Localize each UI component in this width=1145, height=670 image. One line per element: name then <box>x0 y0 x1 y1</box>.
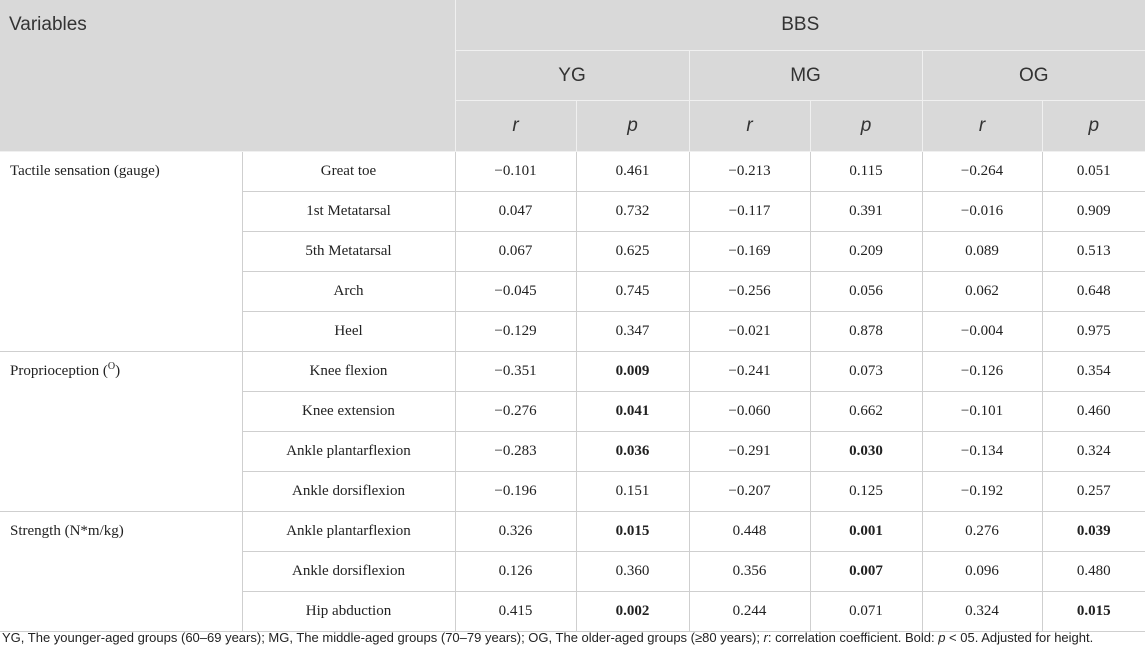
cell-yg-p: 0.036 <box>576 432 689 472</box>
footnote-p: p <box>938 630 946 645</box>
cell-yg-p: 0.360 <box>576 552 689 592</box>
cell-mg-r: 0.356 <box>689 552 810 592</box>
bbs-header: BBS <box>455 0 1145 51</box>
cell-mg-r: −0.207 <box>689 472 810 512</box>
table-footnote <box>2 628 1140 647</box>
cell-mg-r: −0.117 <box>689 192 810 232</box>
cell-og-r: −0.016 <box>922 192 1042 232</box>
cell-yg-p: 0.002 <box>576 592 689 632</box>
cell-yg-p: 0.151 <box>576 472 689 512</box>
row-label: 1st Metatarsal <box>242 192 455 232</box>
cell-mg-r: −0.060 <box>689 392 810 432</box>
row-label: Ankle dorsiflexion <box>242 552 455 592</box>
group-header-og: OG <box>922 51 1145 101</box>
table-row <box>0 512 1145 552</box>
cell-mg-r: 0.244 <box>689 592 810 632</box>
row-label: Knee extension <box>242 392 455 432</box>
degree-superscript: O <box>107 361 116 372</box>
cell-yg-p: 0.041 <box>576 392 689 432</box>
category-label-suffix: ) <box>115 363 121 379</box>
cell-mg-p: 0.115 <box>810 152 922 192</box>
cell-og-p: 0.257 <box>1042 472 1145 512</box>
footnote-text: YG, The younger-aged groups (60–69 years); MG, The middle-aged groups (70–79 years); OG, The older-aged groups (≥80 years); <box>2 630 764 645</box>
cell-mg-p: 0.056 <box>810 272 922 312</box>
cell-yg-r: 0.326 <box>455 512 576 552</box>
cell-og-p: 0.324 <box>1042 432 1145 472</box>
row-label: Ankle plantarflexion <box>242 432 455 472</box>
row-label: 5th Metatarsal <box>242 232 455 272</box>
cell-og-r: −0.004 <box>922 312 1042 352</box>
cell-mg-p: 0.878 <box>810 312 922 352</box>
cell-yg-r: −0.129 <box>455 312 576 352</box>
cell-mg-p: 0.209 <box>810 232 922 272</box>
cell-yg-p: 0.347 <box>576 312 689 352</box>
footnote-text-2: : correlation coefficient. Bold: <box>767 630 939 645</box>
cell-mg-r: −0.241 <box>689 352 810 392</box>
cell-og-p: 0.015 <box>1042 592 1145 632</box>
table-row <box>0 152 1145 192</box>
cell-og-r: 0.324 <box>922 592 1042 632</box>
r-header-yg: r <box>455 101 576 152</box>
cell-og-p: 0.354 <box>1042 352 1145 392</box>
cell-og-p: 0.909 <box>1042 192 1145 232</box>
cell-yg-p: 0.745 <box>576 272 689 312</box>
row-label: Heel <box>242 312 455 352</box>
cell-yg-r: −0.276 <box>455 392 576 432</box>
cell-yg-r: 0.415 <box>455 592 576 632</box>
cell-yg-r: 0.126 <box>455 552 576 592</box>
row-label: Great toe <box>242 152 455 192</box>
cell-mg-r: −0.256 <box>689 272 810 312</box>
cell-og-r: −0.134 <box>922 432 1042 472</box>
cell-og-p: 0.039 <box>1042 512 1145 552</box>
row-label: Hip abduction <box>242 592 455 632</box>
category-strength: Strength (N*m/kg) <box>0 512 242 632</box>
cell-yg-r: −0.351 <box>455 352 576 392</box>
cell-og-p: 0.051 <box>1042 152 1145 192</box>
cell-mg-r: −0.291 <box>689 432 810 472</box>
cell-og-p: 0.513 <box>1042 232 1145 272</box>
cell-yg-p: 0.625 <box>576 232 689 272</box>
cell-mg-p: 0.125 <box>810 472 922 512</box>
cell-og-r: −0.192 <box>922 472 1042 512</box>
cell-yg-r: 0.047 <box>455 192 576 232</box>
cell-mg-p: 0.007 <box>810 552 922 592</box>
cell-og-r: 0.089 <box>922 232 1042 272</box>
table-body <box>0 152 1145 632</box>
cell-og-r: −0.101 <box>922 392 1042 432</box>
footnote-text-3: < 05. Adjusted for height. <box>945 630 1094 645</box>
p-header-yg: p <box>576 101 689 152</box>
cell-mg-p: 0.391 <box>810 192 922 232</box>
group-header-mg: MG <box>689 51 922 101</box>
p-header-mg: p <box>810 101 922 152</box>
category-proprioception <box>0 352 242 512</box>
category-label: Proprioception ( <box>10 363 108 379</box>
cell-yg-r: 0.067 <box>455 232 576 272</box>
cell-og-r: −0.264 <box>922 152 1042 192</box>
cell-yg-r: −0.196 <box>455 472 576 512</box>
footnote-r: r <box>763 630 768 645</box>
cell-yg-p: 0.461 <box>576 152 689 192</box>
cell-yg-p: 0.015 <box>576 512 689 552</box>
cell-og-r: 0.276 <box>922 512 1042 552</box>
r-header-og: r <box>922 101 1042 152</box>
cell-mg-r: −0.021 <box>689 312 810 352</box>
cell-mg-p: 0.030 <box>810 432 922 472</box>
cell-yg-r: −0.101 <box>455 152 576 192</box>
cell-og-r: 0.062 <box>922 272 1042 312</box>
r-header-mg: r <box>689 101 810 152</box>
cell-mg-p: 0.073 <box>810 352 922 392</box>
cell-yg-p: 0.732 <box>576 192 689 232</box>
cell-og-r: −0.126 <box>922 352 1042 392</box>
cell-mg-r: −0.169 <box>689 232 810 272</box>
cell-og-p: 0.460 <box>1042 392 1145 432</box>
cell-yg-p: 0.009 <box>576 352 689 392</box>
cell-og-r: 0.096 <box>922 552 1042 592</box>
cell-yg-r: −0.283 <box>455 432 576 472</box>
cell-mg-r: −0.213 <box>689 152 810 192</box>
row-label: Knee flexion <box>242 352 455 392</box>
row-label: Ankle plantarflexion <box>242 512 455 552</box>
category-tactile: Tactile sensation (gauge) <box>0 152 242 352</box>
row-label: Arch <box>242 272 455 312</box>
cell-mg-p: 0.071 <box>810 592 922 632</box>
cell-og-p: 0.480 <box>1042 552 1145 592</box>
variables-header: Variables <box>0 0 455 152</box>
cell-mg-p: 0.001 <box>810 512 922 552</box>
cell-mg-r: 0.448 <box>689 512 810 552</box>
cell-og-p: 0.648 <box>1042 272 1145 312</box>
table-row <box>0 352 1145 392</box>
cell-og-p: 0.975 <box>1042 312 1145 352</box>
table-header <box>0 0 1145 152</box>
group-header-yg: YG <box>455 51 689 101</box>
p-header-og: p <box>1042 101 1145 152</box>
row-label: Ankle dorsiflexion <box>242 472 455 512</box>
cell-yg-r: −0.045 <box>455 272 576 312</box>
cell-mg-p: 0.662 <box>810 392 922 432</box>
